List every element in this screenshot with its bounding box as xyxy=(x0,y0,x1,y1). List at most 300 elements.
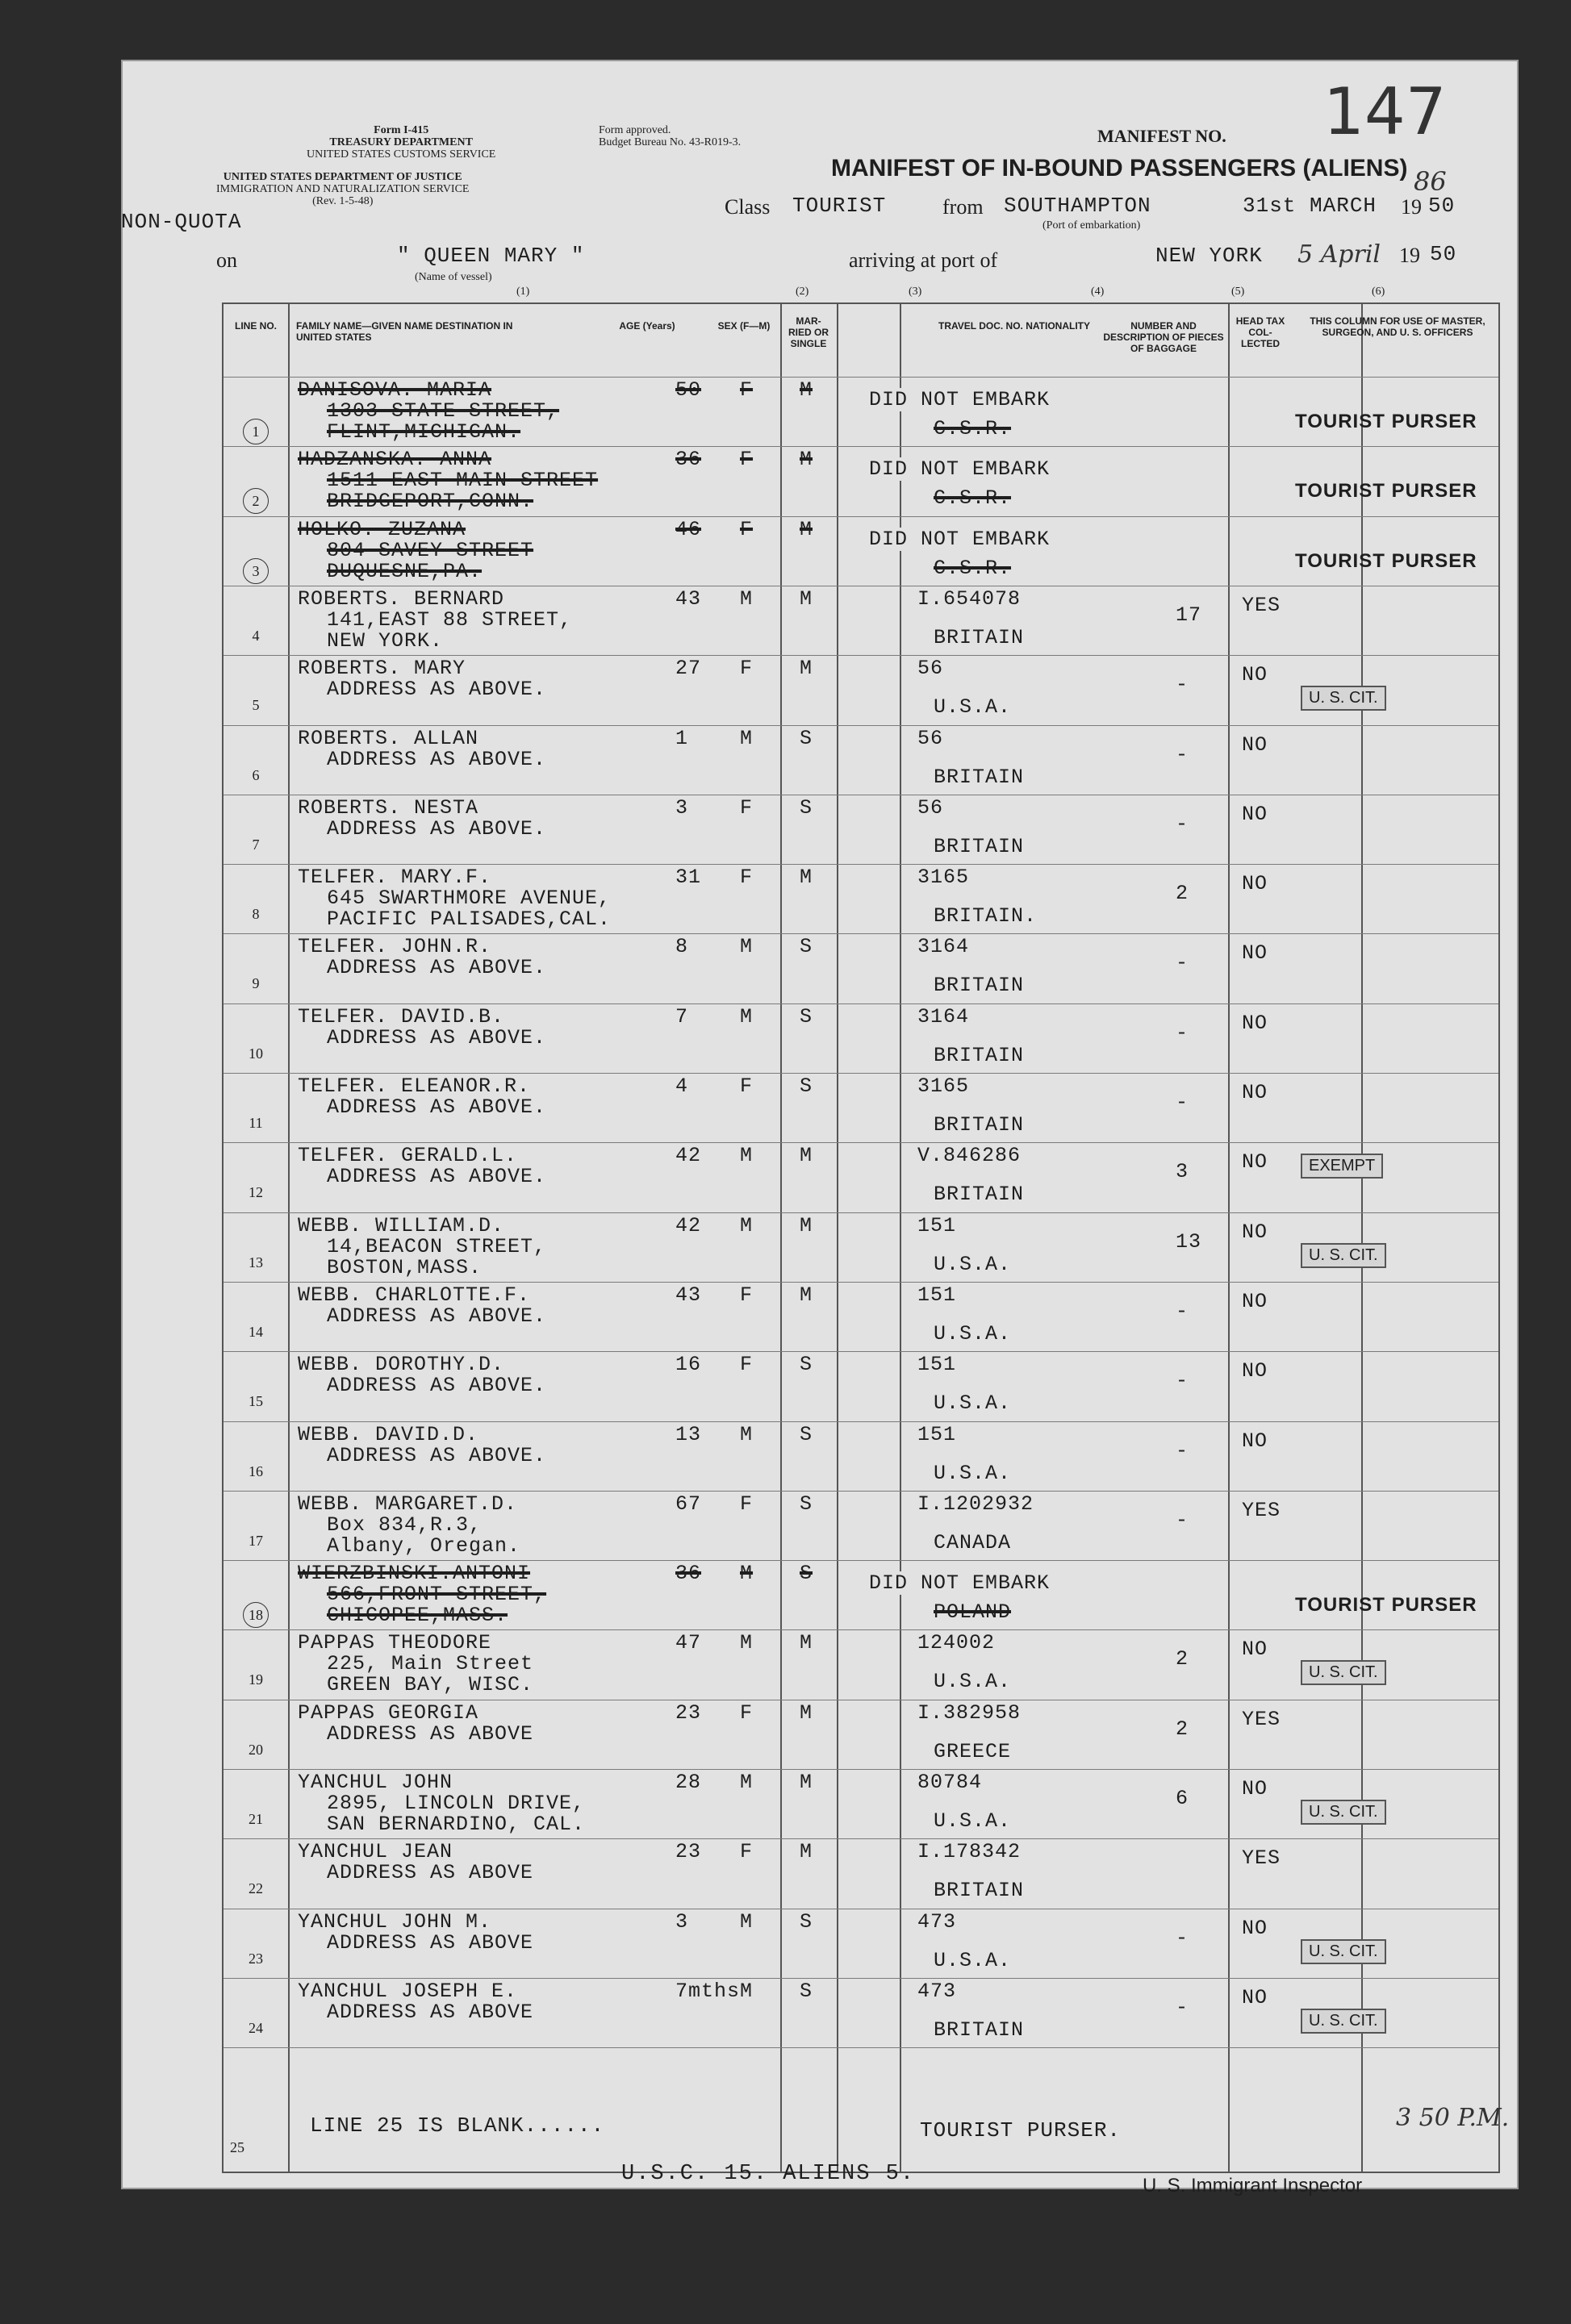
line-number-value: 1 xyxy=(243,419,269,444)
line-number xyxy=(224,837,288,853)
head-tax: NO xyxy=(1242,1777,1268,1800)
passenger-address: ADDRESS AS ABOVE. xyxy=(327,1025,547,1049)
table-row xyxy=(224,1212,1498,1282)
passenger-age: 46 xyxy=(675,517,702,541)
row-divider xyxy=(224,1978,1498,1979)
baggage-count: 13 xyxy=(1176,1229,1202,1254)
line-number xyxy=(224,1045,288,1062)
line-number-value: 4 xyxy=(252,627,260,644)
passenger-address-2: GREEN BAY, WISC. xyxy=(327,1673,534,1697)
table-row xyxy=(224,1700,1498,1769)
table-row xyxy=(224,1560,1498,1629)
departure-year: 50 xyxy=(1428,194,1456,218)
passenger-name: TELFER. ELEANOR.R. xyxy=(298,1074,531,1098)
line-number xyxy=(224,1324,288,1341)
line-number xyxy=(224,1393,288,1410)
passenger-address-2: BOSTON,MASS. xyxy=(327,1255,483,1279)
baggage-count: - xyxy=(1176,951,1189,975)
passenger-address-2: BRIDGEPORT,CONN. xyxy=(327,490,534,514)
passenger-address: Box 834,R.3, xyxy=(327,1512,483,1537)
budget-bureau: Budget Bureau No. 43-R019-3. xyxy=(599,136,742,148)
travel-doc-number: I.1202932 xyxy=(917,1492,1034,1516)
travel-doc-number: I.382958 xyxy=(917,1700,1022,1725)
passenger-name: PAPPAS GEORGIA xyxy=(298,1700,479,1725)
travel-doc-number: I.178342 xyxy=(917,1840,1022,1864)
nationality: BRITAIN xyxy=(934,1113,1025,1137)
line-number xyxy=(224,1742,288,1759)
passenger-sex: F xyxy=(740,378,754,402)
col-header-head-tax: HEAD TAX COL- LECTED xyxy=(1235,315,1285,349)
table-row xyxy=(224,1769,1498,1838)
line-number-value: 9 xyxy=(252,975,260,992)
passenger-address: ADDRESS AS ABOVE. xyxy=(327,1374,547,1398)
class-label: Class xyxy=(725,195,771,219)
baggage-count: - xyxy=(1176,1369,1189,1393)
line-number xyxy=(224,1811,288,1828)
passenger-age: 42 xyxy=(675,1144,702,1168)
passenger-sex: F xyxy=(740,795,754,820)
head-tax: NO xyxy=(1242,1985,1268,2009)
line-number xyxy=(224,1254,288,1271)
did-not-embark: DID NOT EMBARK xyxy=(869,527,1051,551)
travel-doc-number: 56 xyxy=(917,657,944,681)
officer-stamp: U. S. CIT. xyxy=(1301,1243,1386,1268)
passenger-age: 23 xyxy=(675,1840,702,1864)
passenger-age: 13 xyxy=(675,1422,702,1446)
row-divider xyxy=(224,1282,1498,1283)
nationality: U.S.A. xyxy=(934,1809,1012,1833)
nationality: BRITAIN xyxy=(934,1043,1025,1067)
row-divider xyxy=(224,1351,1498,1352)
line25-purser: TOURIST PURSER. xyxy=(920,2118,1122,2143)
passenger-age: 23 xyxy=(675,1700,702,1725)
passenger-sex: M xyxy=(740,1631,754,1655)
marital-status: M xyxy=(800,866,813,890)
departure-date: 31st MARCH xyxy=(1243,194,1377,218)
table-row xyxy=(224,1838,1498,1908)
nationality: BRITAIN xyxy=(934,625,1025,649)
line-number-value: 20 xyxy=(249,1741,263,1758)
row-divider xyxy=(224,516,1498,517)
row-divider xyxy=(224,1073,1498,1074)
passenger-name: WEBB. CHARLOTTE.F. xyxy=(298,1283,531,1307)
from-label: from xyxy=(942,195,984,219)
baggage-count: 3 xyxy=(1176,1160,1189,1184)
col-header-line: LINE NO. xyxy=(234,320,277,332)
dept-ins: IMMIGRATION AND NATURALIZATION SERVICE xyxy=(216,183,470,195)
marital-status: M xyxy=(800,1144,813,1168)
nationality: U.S.A. xyxy=(934,1461,1012,1485)
arrival-port: NEW YORK xyxy=(1155,244,1263,268)
passenger-age: 4 xyxy=(675,1074,689,1098)
officer-note: TOURIST PURSER xyxy=(1295,480,1477,503)
inspection-time: 3 50 P.M. xyxy=(1396,2104,1510,2132)
marital-status: M xyxy=(800,1700,813,1725)
marital-status: M xyxy=(800,1283,813,1307)
baggage-count: - xyxy=(1176,1091,1189,1114)
line-number xyxy=(224,1115,288,1132)
manifest-number: 147 xyxy=(1323,74,1447,149)
quota-status: NON-QUOTA xyxy=(121,210,242,234)
head-tax: YES xyxy=(1242,593,1281,617)
marital-status: S xyxy=(800,1353,813,1377)
travel-doc-number: 473 xyxy=(917,1909,957,1934)
head-tax: NO xyxy=(1242,1638,1268,1662)
line-number-value: 13 xyxy=(249,1254,263,1270)
officer-note: TOURIST PURSER xyxy=(1295,411,1477,432)
dept-justice: UNITED STATES DEPARTMENT OF JUSTICE xyxy=(223,171,462,183)
baggage-count: - xyxy=(1176,1020,1189,1045)
travel-doc-number: 80784 xyxy=(917,1771,983,1794)
passenger-sex: M xyxy=(740,1422,754,1446)
passenger-name: TELFER. GERALD.L. xyxy=(298,1144,518,1168)
line-number-value: 6 xyxy=(252,766,260,783)
form-header-justice xyxy=(216,171,469,207)
marital-status: S xyxy=(800,726,813,750)
nationality: U.S.A. xyxy=(934,1391,1012,1416)
head-tax: NO xyxy=(1242,732,1268,757)
line-number-value: 18 xyxy=(243,1602,269,1628)
passenger-address: ADDRESS AS ABOVE. xyxy=(327,678,547,702)
passenger-name: WEBB. WILLIAM.D. xyxy=(298,1213,505,1237)
passenger-address: ADDRESS AS ABOVE xyxy=(327,1721,534,1746)
line-number xyxy=(224,1463,288,1480)
col-header-travel-doc: TRAVEL DOC. NO. NATIONALITY xyxy=(938,320,1090,332)
table-row xyxy=(224,864,1498,933)
passenger-age: 16 xyxy=(675,1353,702,1377)
travel-doc-number: 151 xyxy=(917,1353,957,1377)
travel-doc-number: 151 xyxy=(917,1283,957,1307)
passenger-address-2: SAN BERNARDINO, CAL. xyxy=(327,1813,586,1836)
passenger-address: ADDRESS AS ABOVE. xyxy=(327,816,547,841)
dept-customs: UNITED STATES CUSTOMS SERVICE xyxy=(307,148,496,161)
row-divider xyxy=(224,1629,1498,1630)
travel-doc-number: 3165 xyxy=(917,866,970,890)
inspector-label: U. S. Immigrant Inspector xyxy=(1143,2175,1363,2197)
marital-status: S xyxy=(800,1562,813,1586)
passenger-sex: F xyxy=(740,448,754,472)
passenger-name: ROBERTS. ALLAN xyxy=(298,726,479,750)
travel-doc-number: 151 xyxy=(917,1213,957,1237)
passenger-name: ROBERTS. BERNARD xyxy=(298,586,505,611)
line-number xyxy=(224,1602,288,1628)
line-number xyxy=(224,628,288,645)
passenger-name: WEBB. DAVID.D. xyxy=(298,1422,479,1446)
passenger-age: 50 xyxy=(675,378,702,402)
passenger-address: 566,FRONT STREET, xyxy=(327,1583,547,1607)
did-not-embark: DID NOT EMBARK xyxy=(869,1571,1051,1596)
baggage-count: 2 xyxy=(1176,882,1189,906)
col-header-sex: SEX (F—M) xyxy=(717,320,771,332)
row-divider xyxy=(224,1212,1498,1213)
passenger-address: 804 SAVEY STREET xyxy=(327,538,534,562)
nationality: BRITAIN. xyxy=(934,904,1038,928)
row-divider xyxy=(224,725,1498,726)
table-row xyxy=(224,1978,1498,2047)
head-tax: NO xyxy=(1242,1220,1268,1244)
passenger-address-2: PACIFIC PALISADES,CAL. xyxy=(327,907,612,932)
form-revision: (Rev. 1-5-48) xyxy=(312,195,374,207)
line-number-value: 3 xyxy=(243,558,269,584)
table-row xyxy=(224,1629,1498,1699)
line-number-value: 19 xyxy=(249,1671,263,1688)
head-tax: NO xyxy=(1242,1150,1268,1175)
officer-stamp: EXEMPT xyxy=(1301,1154,1383,1179)
table-row xyxy=(224,1351,1498,1421)
officer-note: TOURIST PURSER xyxy=(1295,549,1477,572)
line-number-value: 2 xyxy=(243,488,269,514)
travel-doc-number: V.846286 xyxy=(917,1144,1022,1168)
row-divider xyxy=(224,1769,1498,1770)
on-label: on xyxy=(216,248,237,272)
marital-status: M xyxy=(800,1840,813,1864)
baggage-count: 17 xyxy=(1176,603,1202,627)
dept-treasury: TREASURY DEPARTMENT xyxy=(329,136,473,148)
baggage-count: - xyxy=(1176,1438,1189,1462)
col-header-age: AGE (Years) xyxy=(619,320,675,332)
passenger-name: TELFER. JOHN.R. xyxy=(298,935,492,959)
marital-status: S xyxy=(800,1492,813,1516)
nationality: C.S.R. xyxy=(934,556,1012,580)
line-number-value: 10 xyxy=(249,1045,263,1062)
passenger-name: WIERZBINSKI.ANTONI xyxy=(298,1562,531,1586)
passenger-sex: F xyxy=(740,1492,754,1516)
col-number-3: (3) xyxy=(909,286,922,298)
line-number xyxy=(224,1671,288,1688)
summary-totals: U.S.C. 15. ALIENS 5. xyxy=(621,2162,916,2186)
nationality: U.S.A. xyxy=(934,1670,1012,1694)
line-number-value: 23 xyxy=(249,1950,263,1967)
line-number-value: 15 xyxy=(249,1393,263,1410)
port-caption: (Port of embarkation) xyxy=(1042,219,1141,232)
table-row xyxy=(224,1491,1498,1560)
row-divider xyxy=(224,2047,1498,2048)
head-tax: NO xyxy=(1242,1359,1268,1383)
passenger-sex: M xyxy=(740,1144,754,1168)
marital-status: M xyxy=(800,378,813,402)
passenger-name: HOLKO. ZUZANA xyxy=(298,517,466,541)
passenger-sex: M xyxy=(740,726,754,750)
line-number-25: 25 xyxy=(230,2139,244,2155)
passenger-sex: F xyxy=(740,1700,754,1725)
travel-doc-number: 3164 xyxy=(917,1004,970,1028)
table-row xyxy=(224,1003,1498,1073)
col-header-married: MAR- RIED OR SINGLE xyxy=(788,315,829,349)
passenger-name: YANCHUL JEAN xyxy=(298,1840,453,1864)
line-number xyxy=(224,419,288,444)
passenger-age: 7mths xyxy=(675,1979,741,2003)
line-number xyxy=(224,1880,288,1897)
head-tax: YES xyxy=(1242,1707,1281,1731)
passenger-sex: F xyxy=(740,1353,754,1377)
table-row xyxy=(224,377,1498,446)
line25-blank: LINE 25 IS BLANK...... xyxy=(310,2113,605,2138)
passenger-age: 67 xyxy=(675,1492,702,1516)
passenger-address-2: Albany, Oregan. xyxy=(327,1533,521,1558)
nationality: C.S.R. xyxy=(934,486,1012,511)
passenger-address-2: DUQUESNE,PA. xyxy=(327,559,483,583)
row-divider xyxy=(224,1003,1498,1004)
marital-status: S xyxy=(800,1004,813,1028)
passenger-age: 28 xyxy=(675,1771,702,1794)
travel-doc-number: I.654078 xyxy=(917,586,1022,611)
table-row xyxy=(224,795,1498,864)
baggage-count: 2 xyxy=(1176,1717,1189,1741)
line-number-value: 24 xyxy=(249,2019,263,2036)
baggage-count: 2 xyxy=(1176,1647,1189,1671)
embarkation-port: SOUTHAMPTON xyxy=(1004,194,1151,218)
passenger-address: 2895, LINCOLN DRIVE, xyxy=(327,1792,586,1815)
row-divider xyxy=(224,1421,1498,1422)
nationality: BRITAIN xyxy=(934,2017,1025,2042)
table-row xyxy=(224,655,1498,724)
table-row xyxy=(224,1142,1498,1212)
passenger-name: HADZANSKA. ANNA xyxy=(298,448,492,472)
line-number xyxy=(224,558,288,584)
line-number-value: 21 xyxy=(249,1811,263,1827)
line-number xyxy=(224,906,288,923)
line-number-value: 12 xyxy=(249,1184,263,1201)
nationality: CANADA xyxy=(934,1530,1012,1554)
col-number-5: (5) xyxy=(1231,286,1245,298)
class-value: TOURIST xyxy=(792,194,887,218)
passenger-address: ADDRESS AS ABOVE. xyxy=(327,1165,547,1189)
passenger-address: ADDRESS AS ABOVE. xyxy=(327,1304,547,1328)
travel-doc-number: 473 xyxy=(917,1979,957,2003)
did-not-embark: DID NOT EMBARK xyxy=(869,457,1051,482)
travel-doc-number: 56 xyxy=(917,795,944,820)
head-tax: NO xyxy=(1242,1011,1268,1035)
line-number-value: 16 xyxy=(249,1462,263,1479)
passenger-address: 141,EAST 88 STREET, xyxy=(327,607,573,632)
baggage-count: - xyxy=(1176,1926,1189,1950)
marital-status: S xyxy=(800,1074,813,1098)
row-divider xyxy=(224,1838,1498,1839)
officer-stamp: U. S. CIT. xyxy=(1301,1660,1386,1685)
head-tax: NO xyxy=(1242,663,1268,687)
passenger-age: 31 xyxy=(675,866,702,890)
passenger-name: YANCHUL JOSEPH E. xyxy=(298,1979,518,2003)
passenger-name: WEBB. MARGARET.D. xyxy=(298,1492,518,1516)
passenger-address: 14,BEACON STREET, xyxy=(327,1234,547,1258)
passenger-sex: F xyxy=(740,866,754,890)
marital-status: S xyxy=(800,1909,813,1934)
line-number-value: 11 xyxy=(249,1115,263,1131)
passenger-name: YANCHUL JOHN xyxy=(298,1771,453,1794)
line-number-value: 8 xyxy=(252,906,260,923)
passenger-address: ADDRESS AS ABOVE xyxy=(327,1930,534,1955)
line-number-value: 17 xyxy=(249,1532,263,1549)
head-tax: NO xyxy=(1242,941,1268,966)
nationality: POLAND xyxy=(934,1600,1012,1625)
passenger-age: 36 xyxy=(675,1562,702,1586)
marital-status: S xyxy=(800,1422,813,1446)
did-not-embark: DID NOT EMBARK xyxy=(869,388,1051,411)
officer-stamp: U. S. CIT. xyxy=(1301,686,1386,711)
passenger-age: 36 xyxy=(675,448,702,472)
travel-doc-number: 3164 xyxy=(917,935,970,959)
travel-doc-number: 56 xyxy=(917,726,944,750)
officer-stamp: U. S. CIT. xyxy=(1301,2009,1386,2034)
marital-status: M xyxy=(800,1631,813,1655)
passenger-address: ADDRESS AS ABOVE xyxy=(327,1861,534,1885)
travel-doc-number: 124002 xyxy=(917,1631,996,1655)
passenger-sex: M xyxy=(740,1909,754,1934)
line-number-value: 7 xyxy=(252,836,260,853)
passenger-address: 1303 STATE STREET, xyxy=(327,399,560,423)
passenger-age: 8 xyxy=(675,935,689,959)
head-tax: NO xyxy=(1242,802,1268,826)
col-header-baggage: NUMBER AND DESCRIPTION OF PIECES OF BAGGAGE xyxy=(1103,320,1224,354)
nationality: U.S.A. xyxy=(934,1321,1012,1346)
passenger-name: TELFER. MARY.F. xyxy=(298,866,492,890)
passenger-age: 27 xyxy=(675,657,702,681)
passenger-name: PAPPAS THEODORE xyxy=(298,1631,492,1655)
travel-doc-number: 3165 xyxy=(917,1074,970,1098)
form-number: Form I-415 xyxy=(374,124,429,136)
passenger-age: 3 xyxy=(675,1909,689,1934)
passenger-sex: M xyxy=(740,1004,754,1028)
table-row xyxy=(224,516,1498,586)
row-divider xyxy=(224,1142,1498,1143)
passenger-address: 1511 EAST MAIN STREET xyxy=(327,469,599,493)
table-row xyxy=(224,446,1498,515)
passenger-sex: M xyxy=(740,1213,754,1237)
line-number xyxy=(224,1184,288,1201)
passenger-name: ROBERTS. NESTA xyxy=(298,795,479,820)
baggage-count: - xyxy=(1176,812,1189,836)
nationality: C.S.R. xyxy=(934,417,1012,440)
passenger-address: 225, Main Street xyxy=(327,1652,534,1676)
baggage-count: - xyxy=(1176,1508,1189,1532)
baggage-count: - xyxy=(1176,1299,1189,1323)
passenger-age: 43 xyxy=(675,1283,702,1307)
nationality: U.S.A. xyxy=(934,695,1012,720)
row-divider xyxy=(224,864,1498,865)
passenger-name: WEBB. DOROTHY.D. xyxy=(298,1353,505,1377)
passenger-sex: M xyxy=(740,1771,754,1794)
head-tax: NO xyxy=(1242,1081,1268,1104)
row-divider xyxy=(224,446,1498,447)
officer-stamp: U. S. CIT. xyxy=(1301,1800,1386,1825)
nationality: BRITAIN xyxy=(934,1879,1025,1903)
passenger-address-2: FLINT,MICHIGAN. xyxy=(327,420,521,444)
line-number xyxy=(224,767,288,784)
line-number-value: 22 xyxy=(249,1880,263,1897)
passenger-sex: F xyxy=(740,1283,754,1307)
col-number-6: (6) xyxy=(1372,286,1385,298)
passenger-age: 7 xyxy=(675,1004,689,1028)
marital-status: M xyxy=(800,1213,813,1237)
table-row xyxy=(224,933,1498,1003)
passenger-address: ADDRESS AS ABOVE. xyxy=(327,1443,547,1467)
line-number xyxy=(224,975,288,992)
manifest-title: MANIFEST OF IN-BOUND PASSENGERS (ALIENS) xyxy=(831,155,1408,181)
passenger-sex: M xyxy=(740,935,754,959)
arrival-year: 50 xyxy=(1430,242,1457,266)
travel-doc-number: 151 xyxy=(917,1422,957,1446)
line-number-value: 5 xyxy=(252,697,260,714)
marital-status: S xyxy=(800,795,813,820)
nationality: BRITAIN xyxy=(934,1183,1025,1207)
line-number xyxy=(224,697,288,714)
table-row xyxy=(224,1909,1498,1978)
passenger-address: ADDRESS AS ABOVE. xyxy=(327,1095,547,1119)
arriving-label: arriving at port of xyxy=(849,248,998,272)
table-row xyxy=(224,1073,1498,1142)
nationality: GREECE xyxy=(934,1739,1012,1763)
passenger-address-2: NEW YORK. xyxy=(327,628,444,653)
